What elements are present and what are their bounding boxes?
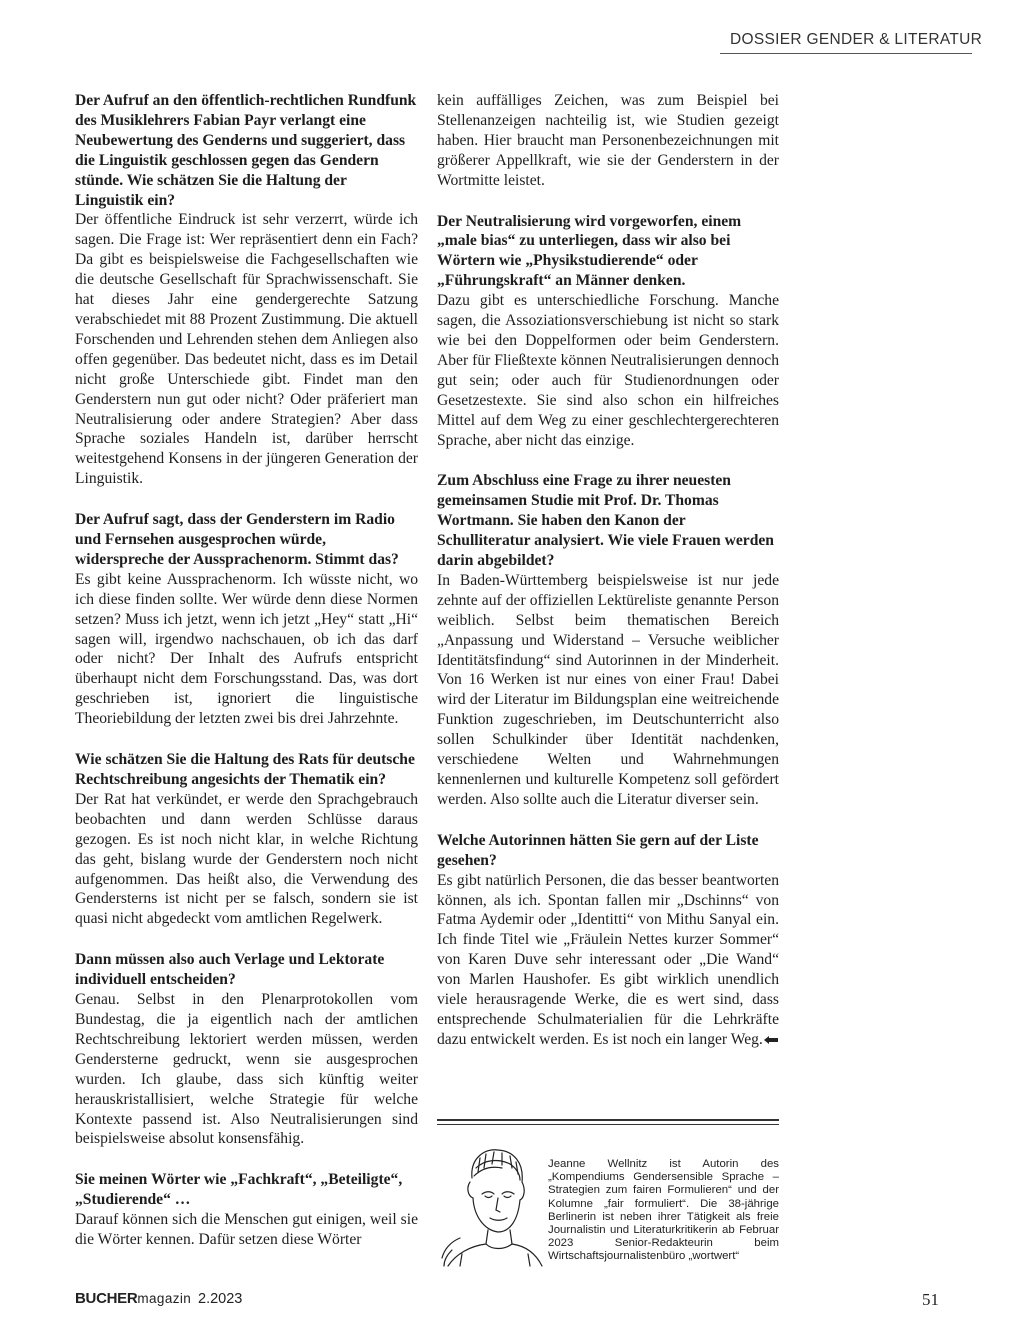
end-mark-icon — [763, 1034, 779, 1046]
qa-block — [75, 91, 418, 489]
interview-question: Der Aufruf an den öffentlich-rechtlichen Rundfunk des Musiklehrers Fabian Payr verlangt eine Neubewertung des Genderns und suggeriert, dass die Linguistik geschlossen gegen das Gendern stünde. Wie schätzen Sie die Haltung der Linguistik ein? — [75, 92, 417, 209]
interview-question: Zum Abschluss eine Frage zu ihrer neuesten gemeinsamen Studie mit Prof. Dr. Thomas Wortmann. Sie haben den Kanon der Schulliteratur analysiert. Wie viele Frauen werden darin abgebildet? — [437, 472, 774, 570]
interview-answer: Genau. Selbst in den Plenarprotokollen vom Bundestag, die ja eigentlich nach der amtlichen Rechtschreibung lektoriert werden müssen, werden Gendersterne gedruckt, wenn sie ausgesprochen wurden. Ich glaube, dass sich künftig weiter herauskristallisiert, welche Strategie für welche Kontexte passend ist. Also Neutralisierungen sind beispielsweise absolut konsensfähig. — [75, 991, 418, 1148]
interview-answer: Dazu gibt es unterschiedliche Forschung. Manche sagen, die Assoziationsverschiebung ist nicht so stark wie bei den Doppelformen oder beim Genderstern. Aber für Fließtexte können Neutralisierungen dennoch gut sein; oder auch für Studienordnungen oder Gesetzestexte. Sie sind also schon ein hilfreiches Mittel auf dem Weg zu einer geschlechtergerechteren Sprache, aber nicht das einzige. — [437, 292, 779, 449]
qa-block — [75, 1170, 418, 1250]
interview-answer: Es gibt natürlich Personen, die das besser beantworten können, als ich. Spontan fallen mir „Dschinns“ von Fatma Aydemir oder „Identitti“ von Mithu Sanyal ein. Ich finde Titel wie „Fräulein Nettes kurzer Sommer“ von Karen Duve sehr interessant oder „Die Wand“ von Marlen Haushofer. Es gibt wirklich unendlich viele herausragende Werke, die es wert sind, dass entsprechende Schulmaterialien für die Lehrkräfte dazu entwickelt werden. Es ist noch ein langer Weg. — [437, 871, 779, 1048]
interview-question: Der Aufruf sagt, dass der Genderstern im Radio und Fernsehen ausgesprochen würde, widerspreche der Aussprachenorm. Stimmt das? — [75, 511, 399, 568]
brand-name-light: magazin — [137, 1291, 192, 1306]
author-bio: Jeanne Wellnitz ist Autorin des „Kompendiums Gendersensible Sprache – Strategien zum fairen Formulieren“ und der Kolumne „fair formuliert“. Die 38-jährige Berlinerin ist neben ihrer Tätigkeit als freie Journalistin und Literaturkritikerin ab Februar 2023 Senior-Redakteurin beim Wirtschaftsjournalistenbüro „wortwert“ — [548, 1158, 779, 1263]
running-head: DOSSIER GENDER & LITERATUR — [730, 31, 983, 48]
interview-answer: Darauf können sich die Menschen gut einigen, weil sie die Wörter kennen. Dafür setzen diese Wörter — [75, 1211, 418, 1249]
interview-answer: kein auffälliges Zeichen, was zum Beispiel bei Stellenanzeigen nachteilig ist, wie Studien gezeigt haben. Hier braucht man Personenbezeichnungen mit größerer Appellkraft, wie sie der Genderstern in der Wortmitte leistet. — [437, 92, 779, 189]
qa-block — [437, 471, 779, 809]
interview-answer: Der Rat hat verkündet, er werde den Sprachgebrauch beobachten und dann werden Schlüsse daraus gezogen. Es ist noch nicht klar, in welche Richtung das geht, bislang wurde der Genderstern noch nicht aufgenommen. Das heißt also, die Verwendung des Gendersterns ist nicht per se falsch, sondern sie ist quasi nicht abgedeckt vom amtlichen Regelwerk. — [75, 790, 418, 928]
right-column — [437, 91, 779, 1071]
qa-block — [437, 212, 779, 451]
header-rule — [720, 53, 972, 54]
qa-block — [75, 950, 418, 1149]
qa-block — [437, 831, 779, 1050]
brand-name-bold: BUCHER — [75, 1290, 138, 1307]
interview-answer: Der öffentliche Eindruck ist sehr verzerrt, würde ich sagen. Die Frage ist: Wer repräsentiert denn ein Fach? Da gibt es beispielsweise die Fachgesellschaften wie die deutsche Gesellschaft für Sprachwissenschaft. Sie hat dieses Jahr eine gendergerechte Satzung verabschiedet mit 88 Prozent Zustimmung. Die aktuell Forschenden und Lehrenden stehen dem Anliegen also offen gegenüber. Das bedeutet nicht, dass es im Detail nicht große Unterschiede gibt. Findet man den Genderstern nun gut oder nicht? Oder präferiert man Neutralisierung oder andere Strategien? Aber dass Sprache soziales Handeln ist, darüber herrscht weitestgehend Konsens in der jüngeren Generation der Linguistik. — [75, 211, 418, 488]
magazine-brand — [75, 1290, 191, 1307]
bio-divider — [437, 1119, 779, 1125]
qa-block — [75, 510, 418, 729]
interview-question: Der Neutralisierung wird vorgeworfen, einem „male bias“ zu unterliegen, dass wir also bei Wörtern wie „Physikstudierende“ oder „Führungskraft“ an Männer denken. — [437, 212, 742, 290]
interview-question: Dann müssen also auch Verlage und Lektorate individuell entscheiden? — [75, 951, 385, 989]
author-portrait-sketch — [440, 1138, 546, 1268]
qa-block — [437, 91, 779, 191]
interview-question: Wie schätzen Sie die Haltung des Rats für deutsche Rechtschreibung angesichts der Thematik ein? — [75, 751, 415, 788]
interview-question: Sie meinen Wörter wie „Fachkraft“, „Beteiligte“, „Studierende“ … — [75, 1171, 403, 1209]
interview-answer: In Baden-Württemberg beispielsweise ist nur jede zehnte auf der offiziellen Lektüreliste genannte Person weiblich. Selbst beim thematischen Bereich „Anpassung und Widerstand – Versuche weiblicher Identitätsfindung“ sind Autorinnen in der Minderheit. Von 16 Werken ist nur eines von einer Frau! Dabei wird der Literatur im Bildungsplan eine weitreichende Funktion zugeschrieben, im Deutschunterricht also sollen Schulkinder über Identität nachdenken, verschiedene Welten und Wahrnehmungen kennenlernen und kulturelle Kompetenz soll gefördert werden. Also sollte auch die Literatur diverser sein. — [437, 571, 779, 808]
qa-block — [75, 750, 418, 929]
interview-question: Welche Autorinnen hätten Sie gern auf der Liste gesehen? — [437, 831, 759, 869]
left-column — [75, 91, 418, 1271]
interview-answer: Es gibt keine Aussprachenorm. Ich wüsste nicht, wo ich diese finden sollte. Wer würde denn diese Normen setzen? Muss ich jetzt, wenn ich jetzt „Hey“ statt „Hi“ sagen will, irgendwo nachschauen, ob ich das darf oder nicht? Der Inhalt des Aufrufs entspricht überhaupt nicht dem Forschungsstand. Das, was dort geschrieben ist, ignoriert die linguistische Theoriebildung der letzten zwei bis drei Jahrzehnte. — [75, 570, 418, 728]
page-number: 51 — [922, 1290, 939, 1309]
issue-number: 2.2023 — [198, 1291, 243, 1307]
